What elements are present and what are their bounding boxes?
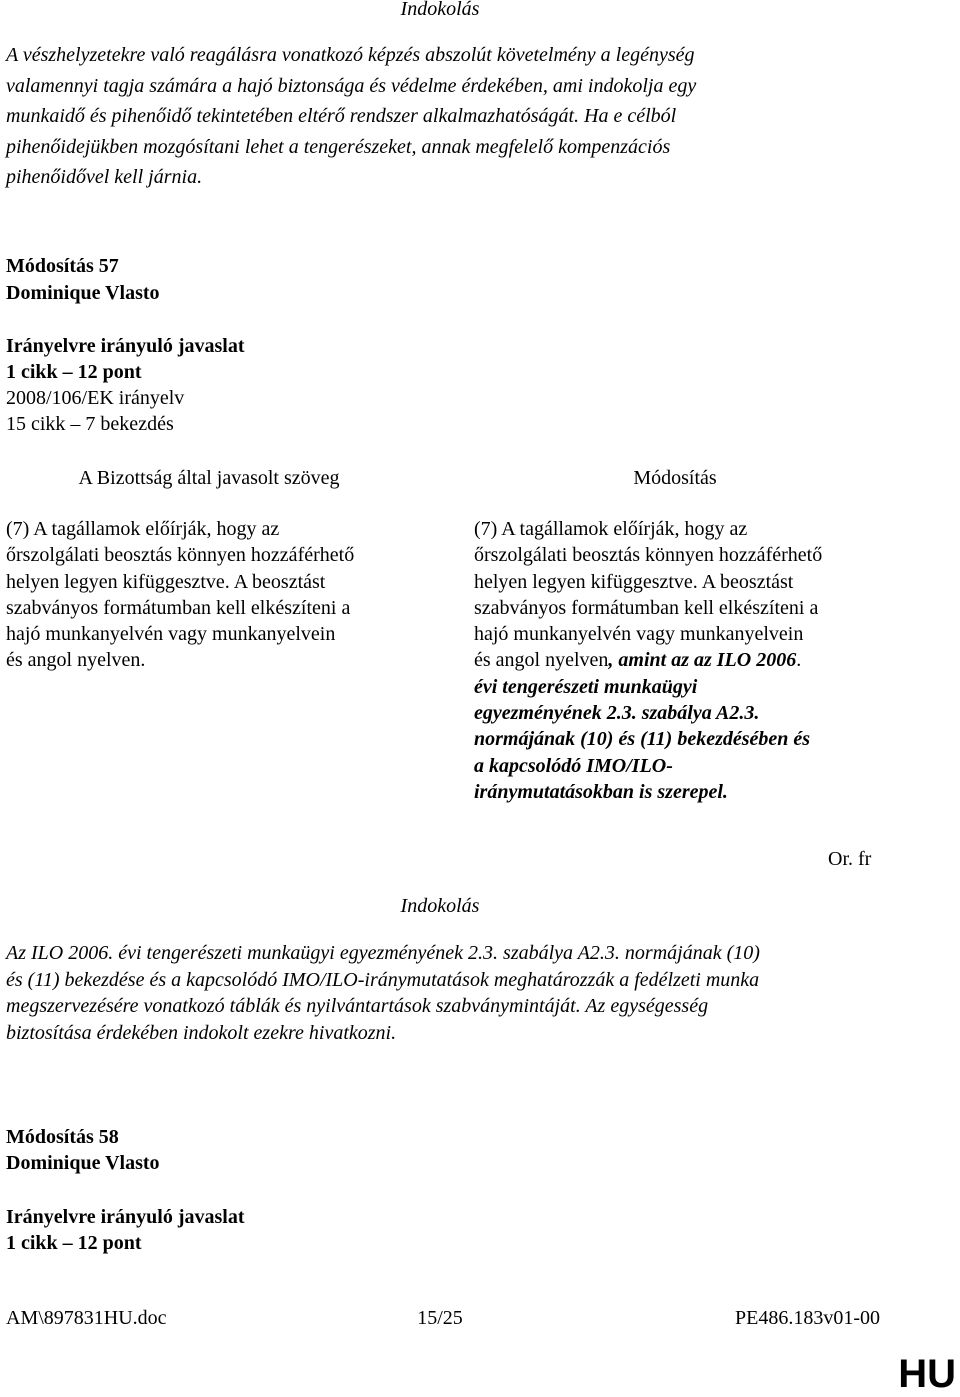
text-line: munkaidő és pihenőidő tekintetében eltérő rendszer alkalmazhatóságát. Ha e célból bbox=[6, 105, 677, 128]
text-line: helyen legyen kifüggesztve. A beosztást bbox=[474, 570, 794, 593]
text-line-bold bbox=[474, 700, 822, 726]
footer-page-number: 15/25 bbox=[417, 1307, 463, 1329]
amendment-author: Dominique Vlasto bbox=[6, 282, 160, 304]
language-code: HU bbox=[898, 1352, 956, 1396]
amendment-author: Dominique Vlasto bbox=[6, 1152, 160, 1174]
italic-fragment: , amint az az ILO 2006 bbox=[608, 649, 797, 672]
commission-text-header: A Bizottság által javasolt szöveg bbox=[78, 467, 340, 489]
text-line-bold bbox=[474, 726, 822, 752]
amendment-number: Módosítás 58 bbox=[6, 1126, 119, 1148]
text-line: A vészhelyzetekre való reagálásra vonatkozó képzés abszolút követelmény a legénység bbox=[6, 44, 695, 66]
text-line: pihenőidővel kell járnia. bbox=[6, 166, 203, 189]
plain-fragment: és angol nyelven bbox=[474, 649, 609, 672]
justification-heading-top: Indokolás bbox=[400, 0, 480, 20]
bold-fragment bbox=[608, 649, 796, 671]
plain-fragment: . bbox=[796, 649, 802, 672]
text-line: őrszolgálati beosztás könnyen hozzáférhető bbox=[6, 544, 355, 567]
text-line: őrszolgálati beosztás könnyen hozzáférhető bbox=[474, 544, 823, 567]
paragraph-reference: 15 cikk – 7 bekezdés bbox=[6, 413, 174, 435]
justification-heading: Indokolás bbox=[400, 895, 480, 917]
text-line: szabványos formátumban kell elkészíteni a bbox=[474, 596, 819, 619]
text-line-bold bbox=[474, 779, 822, 805]
text-line: megszervezésére vonatkozó táblák és nyilvántartások szabványmintáját. Az egységesség bbox=[6, 995, 709, 1017]
text-line-bold bbox=[474, 753, 822, 779]
bold-italic-text: évi tengerészeti munkaügyi bbox=[474, 675, 698, 698]
commission-text bbox=[6, 516, 354, 674]
text-line-mixed bbox=[474, 647, 822, 673]
bold-italic-text: iránymutatásokban is szerepel. bbox=[474, 780, 728, 803]
text-line: szabványos formátumban kell elkészíteni a bbox=[6, 596, 351, 619]
text-line: valamennyi tagja számára a hajó biztonsága és védelme érdekében, ami indokolja egy bbox=[6, 74, 697, 97]
justification-text-top bbox=[6, 40, 696, 193]
article-reference: 1 cikk – 12 pont bbox=[6, 1232, 142, 1254]
text-line: biztosítása érdekében indokolt ezekre hivatkozni. bbox=[6, 1021, 397, 1044]
text-line: és angol nyelven. bbox=[6, 649, 146, 672]
article-reference: 1 cikk – 12 pont bbox=[6, 361, 142, 383]
amendment-text bbox=[474, 516, 822, 805]
amendment-number: Módosítás 57 bbox=[6, 255, 119, 277]
directive-reference: 2008/106/EK irányelv bbox=[6, 387, 185, 409]
text-line: helyen legyen kifüggesztve. A beosztást bbox=[6, 570, 326, 593]
justification-text bbox=[6, 940, 760, 1046]
text-line: (7) A tagállamok előírják, hogy az bbox=[474, 518, 748, 540]
footer-pe-ref: PE486.183v01-00 bbox=[735, 1307, 880, 1329]
proposal-title: Irányelvre irányuló javaslat bbox=[6, 1206, 245, 1228]
text-line: hajó munkanyelvén vagy munkanyelvein bbox=[474, 623, 804, 646]
text-line-bold bbox=[474, 674, 822, 700]
original-language: Or. fr bbox=[828, 848, 872, 870]
text-line: Az ILO 2006. évi tengerészeti munkaügyi egyezményének 2.3. szabálya A2.3. normájának (10) bbox=[6, 942, 760, 964]
proposal-title: Irányelvre irányuló javaslat bbox=[6, 335, 245, 357]
text-line: (7) A tagállamok előírják, hogy az bbox=[6, 518, 280, 540]
bold-italic-text: a kapcsolódó IMO/ILO- bbox=[474, 754, 673, 777]
text-line: hajó munkanyelvén vagy munkanyelvein bbox=[6, 623, 336, 646]
amendment-text-header: Módosítás bbox=[633, 467, 717, 489]
text-line: pihenőidejükben mozgósítani lehet a tengerészeket, annak megfelelő kompenzációs bbox=[6, 135, 671, 158]
bold-italic-text: egyezményének 2.3. szabálya A2.3. bbox=[474, 702, 760, 725]
footer-doc-ref: AM\897831HU.doc bbox=[6, 1307, 167, 1329]
text-line: és (11) bekezdése és a kapcsolódó IMO/ILO-iránymutatások meghatározzák a fedélzeti munka bbox=[6, 968, 760, 991]
bold-italic-text: normájának (10) és (11) bekezdésében és bbox=[474, 728, 811, 751]
